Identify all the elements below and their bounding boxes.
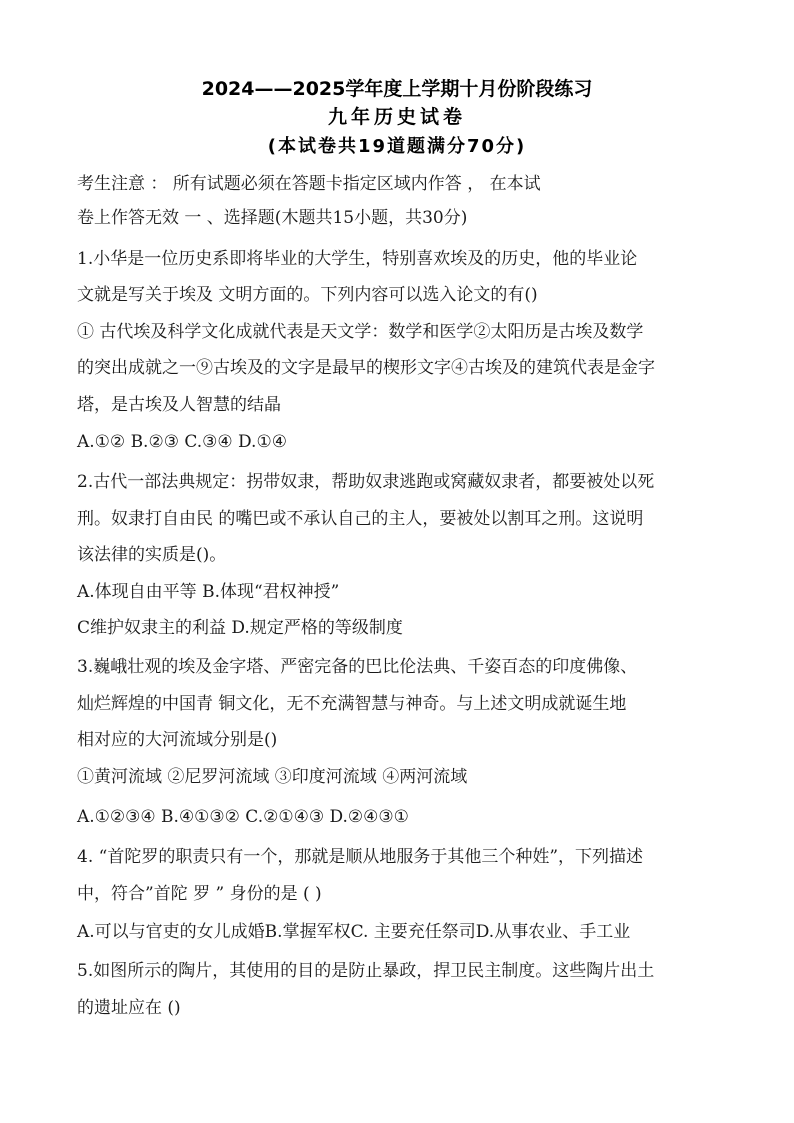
q2-line-2: 刑。奴隶打自由民 的嘴巴或不承认自己的主人，要被处以割耳之刑。这说明 xyxy=(77,509,644,529)
q4-options: A.可以与官吏的女儿成婚B.掌握军权C. 主要充任祭司D.从事农业、手工业 xyxy=(77,922,631,942)
q2-line-3: 该法律的实质是()。 xyxy=(77,545,227,565)
notice-line-1: 考生注意 ： 所有试题必须在答题卡指定区域内作答 ， 在本试 xyxy=(77,174,541,194)
q1-line-5: 塔，是古埃及人智慧的结晶 xyxy=(77,395,281,415)
q3-line-4: ①黄河流域 ②尼罗河流域 ③印度河流域 ④两河流域 xyxy=(77,767,468,787)
exam-subject: 九年历史试卷 xyxy=(327,106,466,128)
q1-line-4: 的突出成就之一⑨古埃及的文字是最早的楔形文字④古埃及的建筑代表是金字 xyxy=(77,358,655,378)
q3-line-1: 3.巍峨壮观的埃及金字塔、严密完备的巴比伦法典、千姿百态的印度佛像、 xyxy=(77,657,638,677)
exam-info: (本试卷共19道题满分70分) xyxy=(267,136,527,157)
q5-line-1: 5.如图所示的陶片，其使用的目的是防止暴政，捍卫民主制度。这些陶片出土 xyxy=(77,961,655,981)
q3-line-3: 相对应的大河流域分别是() xyxy=(77,730,278,750)
q5-line-2: 的遗址应在 () xyxy=(77,998,181,1018)
q1-options: A.①② B.②③ C.③④ D.①④ xyxy=(77,432,287,452)
q1-line-1: 1.小华是一位历史系即将毕业的大学生，特别喜欢埃及的历史，他的毕业论 xyxy=(77,249,638,269)
notice-line-2: 卷上作答无效 一 、选择题(木题共15小题，共30分) xyxy=(77,208,468,228)
exam-title: 2024——2025学年度上学期十月份阶段练习 xyxy=(201,78,593,100)
q4-line-2: 中，符合”首陀 罗 ” 身份的是 ( ) xyxy=(77,884,322,904)
q3-line-2: 灿烂辉煌的中国青 铜文化，无不充满智慧与神奇。与上述文明成就诞生地 xyxy=(77,694,627,714)
q1-line-2: 文就是写关于埃及 文明方面的。下列内容可以选入论文的有() xyxy=(77,285,538,305)
q3-options: A.①②③④ B.④①③② C.②①④③ D.②④③① xyxy=(77,807,409,827)
q2-line-1: 2.古代一部法典规定：拐带奴隶，帮助奴隶逃跑或窝藏奴隶者，都要被处以死 xyxy=(77,472,655,492)
q2-options-1: A.体现自由平等 B.体现“君权神授” xyxy=(77,582,340,602)
q4-line-1: 4. “首陀罗的职责只有一个，那就是顺从地服务于其他三个种姓”，下列描述 xyxy=(77,847,644,867)
q1-line-3: ① 古代埃及科学文化成就代表是天文学：数学和医学②太阳历是古埃及数学 xyxy=(77,322,644,342)
q2-options-2: C维护奴隶主的利益 D.规定严格的等级制度 xyxy=(77,618,403,638)
